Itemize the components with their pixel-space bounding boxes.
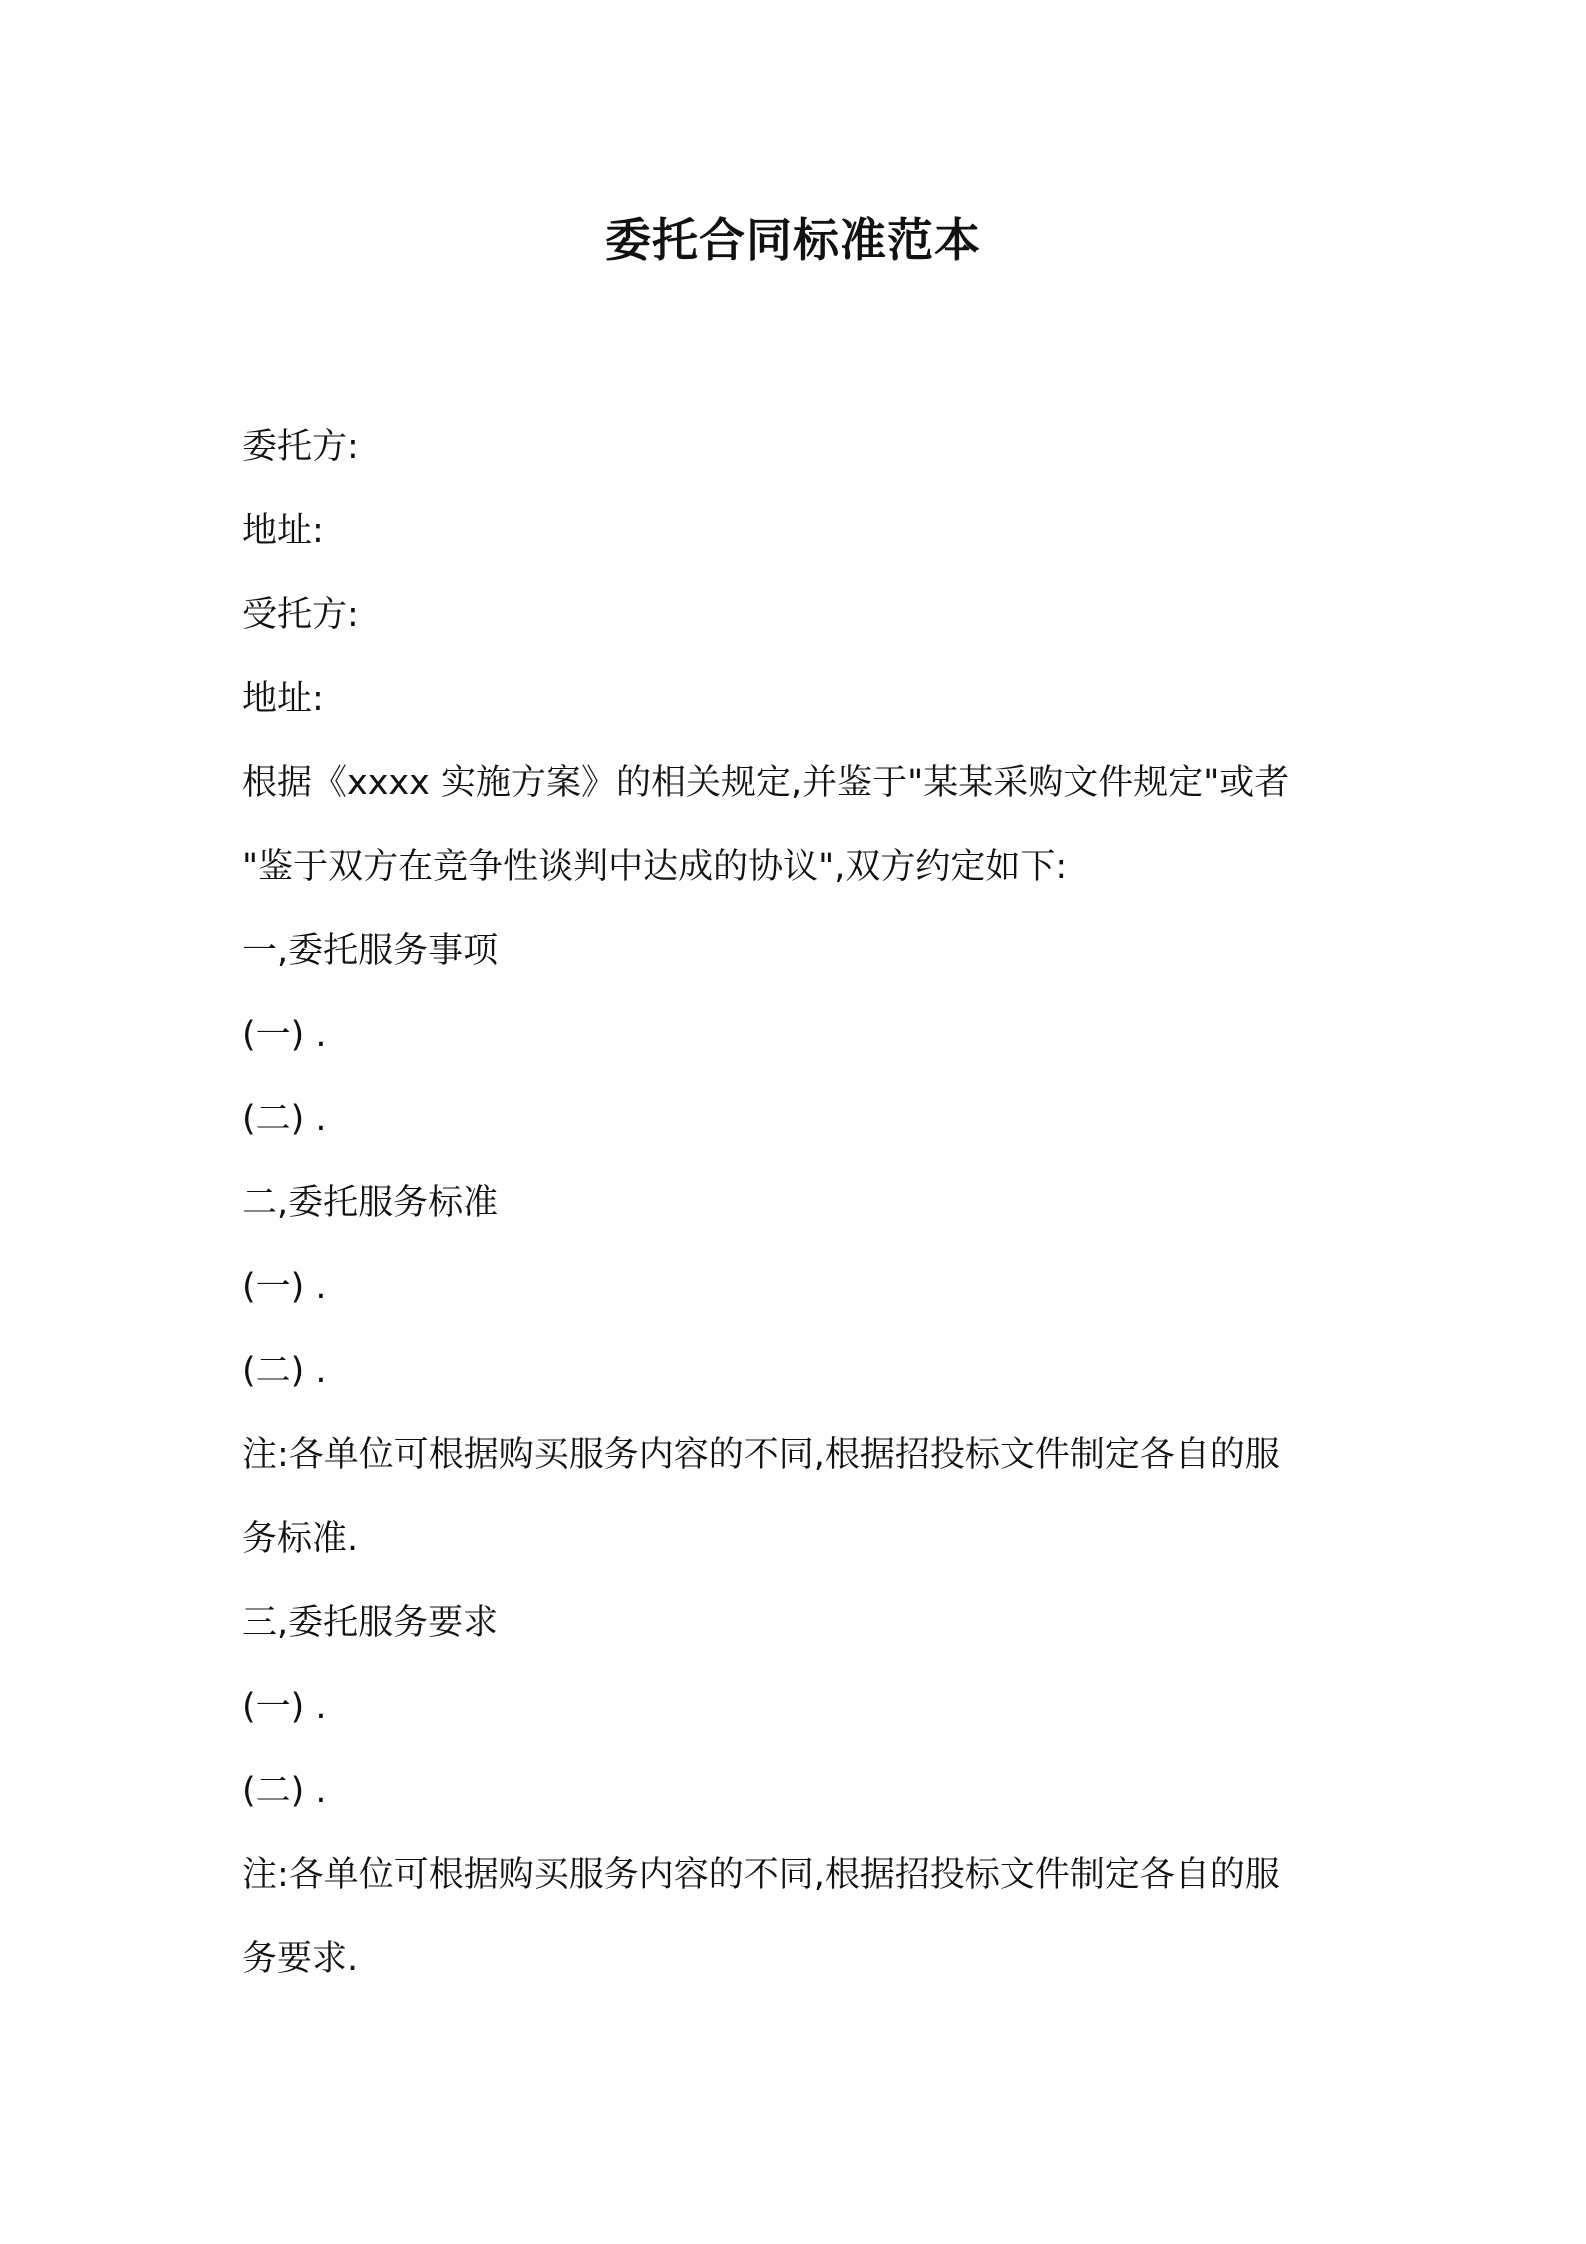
section-1-heading: 一,委托服务事项 [242, 931, 499, 971]
client-label: 委托方: [242, 427, 359, 467]
section-3-heading: 三,委托服务要求 [242, 1603, 499, 1643]
document-body [242, 405, 1362, 2001]
section-3-note-line-1: 注:各单位可根据购买服务内容的不同,根据招投标文件制定各自的服 [242, 1855, 1280, 1895]
preamble-line-2: "鉴于双方在竞争性谈判中达成的协议",双方约定如下: [242, 847, 1068, 887]
section-2-item-2: (二) . [242, 1351, 327, 1391]
section-2-heading: 二,委托服务标准 [242, 1183, 499, 1223]
section-1-item-2: (二) . [242, 1099, 327, 1139]
section-2-note-line-1: 注:各单位可根据购买服务内容的不同,根据招投标文件制定各自的服 [242, 1435, 1280, 1475]
document-title: 委托合同标准范本 [605, 213, 981, 267]
section-2-item-1: (一) . [242, 1267, 327, 1307]
trustee-address-label: 地址: [242, 679, 324, 719]
section-2-note-line-2: 务标准. [242, 1519, 359, 1559]
client-address-label: 地址: [242, 511, 324, 551]
trustee-label: 受托方: [242, 595, 359, 635]
section-3-item-2: (二) . [242, 1771, 327, 1811]
section-1-item-1: (一) . [242, 1015, 327, 1055]
section-3-item-1: (一) . [242, 1687, 327, 1727]
section-3-note-line-2: 务要求. [242, 1939, 359, 1979]
preamble-line-1: 根据《xxxx 实施方案》的相关规定,并鉴于"某某采购文件规定"或者 [242, 763, 1290, 803]
